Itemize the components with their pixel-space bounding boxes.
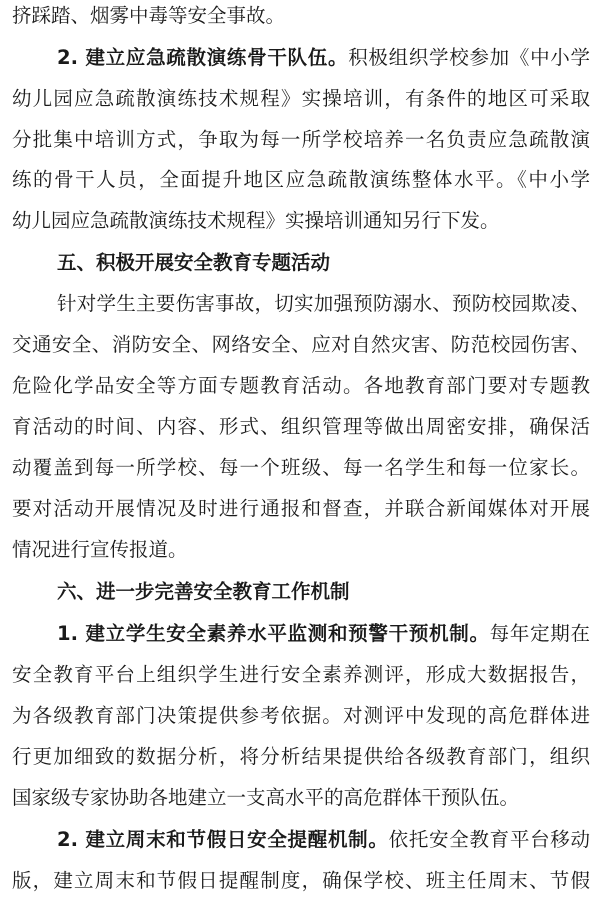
body-text: 幼儿园应急疏散演练技术规程》实操培训通知另行下发。 (12, 209, 500, 232)
text-line (12, 0, 600, 36)
section-heading: 2. 建立周末和节假日安全提醒机制。 (57, 828, 389, 851)
body-text: 练的骨干人员，全面提升地区应急疏散演练整体水平。《中小学 (12, 168, 590, 191)
text-line (12, 407, 590, 447)
text-line (57, 284, 590, 324)
text-line (12, 530, 600, 570)
section-heading: 1. 建立学生安全素养水平监测和预警干预机制。 (57, 622, 490, 645)
text-line (12, 861, 590, 901)
text-line (57, 820, 590, 860)
text-line (57, 38, 590, 78)
text-line (57, 614, 590, 654)
text-line (12, 655, 590, 695)
text-line (57, 572, 600, 612)
body-text: 育活动的时间、内容、形式、组织管理等做出周密安排，确保活 (12, 415, 590, 438)
body-text: 分批集中培训方式，争取为每一所学校培养一名负责应急疏散演 (12, 128, 590, 151)
text-line (12, 325, 590, 365)
text-line (12, 79, 590, 119)
text-line (12, 778, 600, 818)
body-text: 积极组织学校参加《中小学 (348, 46, 590, 69)
text-line (12, 160, 590, 200)
section-heading: 五、积极开展安全教育专题活动 (57, 251, 331, 274)
body-text: 动覆盖到每一所学校、每一个班级、每一名学生和每一位家长。 (12, 456, 590, 479)
body-text: 每年定期在 (489, 622, 590, 645)
text-line (57, 243, 600, 283)
text-line (12, 696, 590, 736)
text-line (12, 489, 590, 529)
body-text: 幼儿园应急疏散演练技术规程》实操培训，有条件的地区可采取 (12, 87, 590, 110)
body-text: 版，建立周末和节假日提醒制度，确保学校、班主任周末、节假 (12, 869, 590, 892)
section-heading: 2. 建立应急疏散演练骨干队伍。 (57, 46, 349, 69)
body-text: 安全教育平台上组织学生进行安全素养测评，形成大数据报告， (12, 663, 590, 686)
body-text: 危险化学品安全等方面专题教育活动。各地教育部门要对专题教 (12, 374, 590, 397)
text-line (12, 737, 590, 777)
body-text: 交通安全、消防安全、网络安全、应对自然灾害、防范校园伤害、 (12, 333, 590, 356)
text-line (12, 120, 590, 160)
body-text: 要对活动开展情况及时进行通报和督查，并联合新闻媒体对开展 (12, 497, 590, 520)
body-text: 为各级教育部门决策提供参考依据。对测评中发现的高危群体进 (12, 704, 590, 727)
body-text: 情况进行宣传报道。 (12, 538, 188, 561)
text-line (12, 366, 590, 406)
section-heading: 六、进一步完善安全教育工作机制 (57, 580, 350, 603)
body-text: 针对学生主要伤害事故，切实加强预防溺水、预防校园欺凌、 (57, 292, 590, 315)
text-line (12, 201, 600, 241)
body-text: 挤踩踏、烟雾中毒等安全事故。 (12, 4, 286, 27)
body-text: 行更加细致的数据分析，将分析结果提供给各级教育部门，组织 (12, 745, 590, 768)
body-text: 国家级专家协助各地建立一支高水平的高危群体干预队伍。 (12, 786, 520, 809)
text-line (12, 448, 590, 488)
body-text: 依托安全教育平台移动 (388, 828, 590, 851)
